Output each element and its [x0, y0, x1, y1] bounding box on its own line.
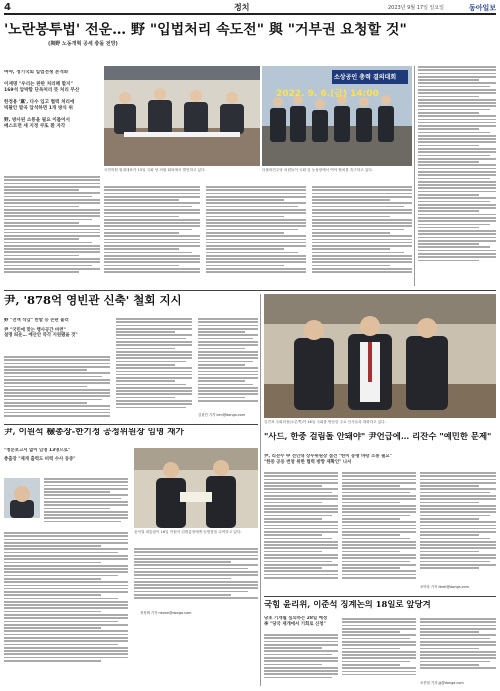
- photo-date-overlay: 2022. 9. 6.(금) 14:00: [276, 89, 379, 99]
- kicker-line: 빅팔안 발곡 압석하면 1개 방식 위: [4, 105, 73, 111]
- section-divider: [264, 596, 496, 597]
- fifth-body-col1: [264, 634, 338, 686]
- lead-subhead: (與野 노동개혁 공세 충돌 전망): [48, 41, 118, 48]
- issue-date: 2023년 9월 17일 일요일: [387, 5, 444, 11]
- column-separator: [414, 66, 415, 286]
- third-photo-caption: 윤석열 대통령이 16일 이원석 검찰총장에게 임명장을 수여하고 있다.: [134, 530, 242, 534]
- kicker-line: 尹, 리잔수 中 전인대 상무위원장 접견 "한미 동맹 바탕 소통 필요": [264, 454, 392, 459]
- fifth-byline: 조종엽 기자 jjj@donga.com: [420, 681, 464, 685]
- lead-photo-right-caption: 더불어민주당 의원들이 국회 앞 농성장에서 여야 협치를 촉구하고 있다.: [262, 168, 373, 172]
- third-kicker: [4, 448, 128, 472]
- column-separator: [260, 294, 261, 686]
- lead-headline-block: [4, 22, 496, 62]
- lead-body-col3: [206, 186, 306, 284]
- handshake-photo: [264, 294, 496, 418]
- fourth-body-col2: [342, 472, 416, 592]
- person-portrait: [4, 478, 40, 518]
- third-byline: 정성택 기자 neone@donga.com: [140, 611, 192, 615]
- second-headline-block: [4, 294, 254, 314]
- newspaper-name: 동아일보: [468, 3, 496, 12]
- second-body-col1: [4, 356, 110, 420]
- masthead: [4, 2, 496, 15]
- third-headline: 尹, 이원석 檢총장-한기정 공정위원장 임명 재가: [4, 428, 184, 437]
- appointment-ceremony-photo: [134, 448, 258, 528]
- lead-headline: '노란봉투법' 전운… 野 "입법처리 속도전" 與 "거부권 요청할 것": [4, 22, 407, 38]
- kicker-line: 野, 방사된 소통을 필요 이룰어서: [4, 117, 70, 123]
- second-headline: 尹, '878억 영빈관 신축' 철회 지시: [4, 294, 182, 307]
- kicker-line: 여야, 정기국회 입법전쟁 본격화: [4, 70, 69, 75]
- section-divider: [4, 424, 258, 425]
- lead-photo-right: [262, 66, 412, 166]
- kicker-line: 당초 기개월 심의하는 28일 예정: [264, 616, 328, 621]
- second-body-col3: [198, 318, 258, 410]
- lead-body-right: [418, 66, 496, 286]
- kicker-line: "청문보고서 없이 임명 13명으로": [4, 448, 71, 453]
- meeting-photo: [104, 66, 260, 166]
- second-byline: 김광진 기자 kim@donga.com: [198, 413, 246, 417]
- third-headline-block: [4, 428, 258, 444]
- kicker-line: 이재명 "우리는 판판 처리해 할지": [4, 81, 73, 87]
- kicker-line: 169석 압박함 단독처리 뜻 처리 무산: [4, 87, 80, 93]
- fourth-body-col1: [264, 472, 338, 592]
- photo-banner-text: 소상공인 총력 결의대회: [334, 74, 397, 81]
- second-kicker: [4, 318, 110, 354]
- fifth-headline-block: [264, 600, 496, 614]
- fourth-kicker: [264, 454, 496, 470]
- kicker-line: 총출장 "제게 출력도 비력 수사 동중": [4, 456, 76, 462]
- kicker-line: "한중 공동 번영 위한 협력 방향 재확인" 나서: [264, 459, 352, 465]
- section-name: 정치: [234, 3, 250, 12]
- third-body-intro: [44, 478, 128, 528]
- right-feature-photo: [264, 294, 496, 418]
- kicker-line: 野 "전액 삭감" 반발 등 논란 불러: [4, 318, 69, 323]
- fifth-body-col3: [420, 618, 496, 678]
- fourth-headline-block: [264, 432, 496, 452]
- second-body-col2: [116, 318, 192, 418]
- third-body-col1: [4, 532, 128, 682]
- fourth-headline: "사드, 한중 걸림돌 안돼야" 尹언급에… 리잔수 "예민한 문제": [264, 432, 492, 441]
- fourth-byline: 조아라 기자 likeit@donga.com: [420, 585, 469, 589]
- fifth-body-col2: [342, 618, 416, 686]
- section-divider: [4, 290, 496, 291]
- lead-body-col4: [312, 186, 412, 284]
- right-photo-caption: 김진표 국회의장(오른쪽)이 16일 국회를 방문한 주요 인사들과 대화하고 있다.: [264, 420, 386, 424]
- fourth-body-col3: [420, 472, 496, 582]
- portrait-photo: [4, 478, 40, 518]
- lead-body-col2: [104, 186, 200, 284]
- lead-photo-left: [104, 66, 260, 166]
- outdoor-rally-photo: [262, 66, 412, 166]
- kicker-line: 한정용 '黨', 다수 입고 협력 처리에: [4, 99, 75, 105]
- kicker-line: 李 "당국 재개에서 기회로 신청": [264, 621, 326, 627]
- third-body-col2: [134, 548, 258, 608]
- lead-body-col1: [4, 176, 100, 284]
- fifth-headline: 국힘 윤리위, 이준석 징계논의 18일로 앞당겨: [264, 600, 431, 609]
- kicker-line: 尹 "국민에 맞는 행사공간 마련": [4, 327, 66, 333]
- kicker-line: 설명 띄운… 예산안 즉각 지원됐을 것": [4, 333, 78, 339]
- kicker-line: 베스트면 세 지정 쿠또 환 자각: [4, 123, 66, 129]
- lead-kicker: [4, 70, 100, 168]
- third-photo: [134, 448, 258, 528]
- page-number: 4: [4, 2, 11, 13]
- lead-photo-left-caption: 국민의힘 원내대표가 15일 국회 당 의원 회의에서 발언하고 있다.: [104, 168, 206, 172]
